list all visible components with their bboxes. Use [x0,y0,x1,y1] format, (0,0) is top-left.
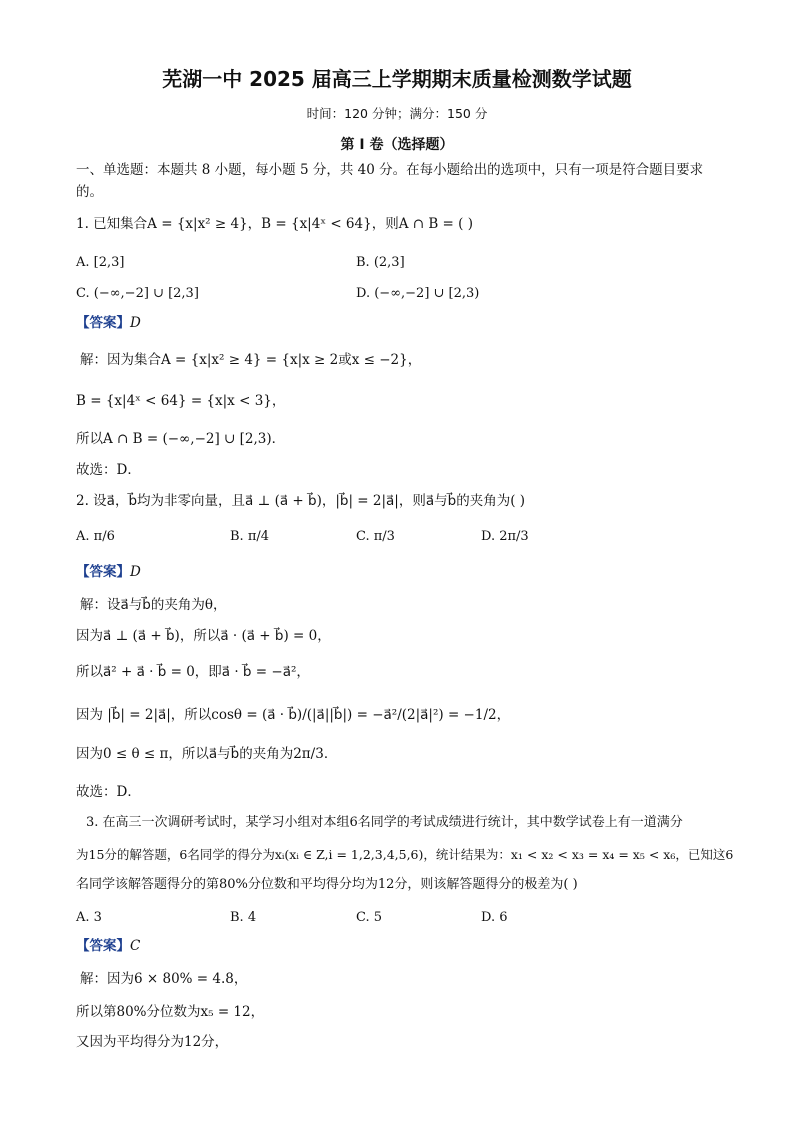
q2-solution-3: 所以a⃗² + a⃗ · b⃗ = 0，即a⃗ · b⃗ = −a⃗²， [76,664,310,680]
q2-solution-2: 因为a⃗ ⊥ (a⃗ + b⃗)，所以a⃗ · (a⃗ + b⃗) = 0， [76,628,331,644]
q2-solution-6: 故选：D． [76,784,141,800]
q2-option-a: A. π/6 [76,529,115,544]
q3-answer [76,937,140,955]
q3-option-d: D. 6 [481,910,508,925]
q2-solution-1: 解：设a⃗与b⃗的夹角为θ， [80,597,227,613]
q2-option-d: D. 2π/3 [481,529,529,544]
q2-stem: 2. 设a⃗，b⃗均为非零向量，且a⃗ ⊥ (a⃗ + b⃗)，|b⃗| = 2|a⃗|，则a⃗与b⃗的夹角为( ) [76,493,526,509]
q1-answer [76,314,141,332]
q3-stem-1: 3. 在高三一次调研考试时，某学习小组对本组6名同学的考试成绩进行统计，其中数学试卷上有一道满分 [86,815,683,830]
q3-solution-2: 所以第80%分位数为x₅ = 12， [76,1004,265,1020]
instructions-line-1: 一、单选题：本题共 8 小题，每小题 5 分，共 40 分。在每小题给出的选项中，只有一项是符合题目要求 [76,162,704,178]
answer-tag: 【答案】 [76,315,130,331]
q2-answer [76,563,141,581]
q1-solution-4: 故选：D． [76,462,141,478]
answer-tag: 【答案】 [76,938,130,954]
answer-value: C [130,938,141,954]
answer-value: D [130,315,141,331]
q1-option-b: B. (2,3] [356,255,405,270]
q1-solution-1: 解：因为集合A = {x|x² ≥ 4} = {x|x ≥ 2或x ≤ −2}， [80,352,422,368]
q3-option-a: A. 3 [76,910,102,925]
answer-value: D [130,564,141,580]
q1-stem: 1. 已知集合A = {x|x² ≥ 4}，B = {x|4ˣ < 64}，则A ∩ B = ( ) [76,216,473,232]
q1-solution-3: 所以A ∩ B = (−∞,−2] ∪ [2,3)． [76,431,286,447]
q1-option-d: D. (−∞,−2] ∪ [2,3) [356,286,480,301]
q3-option-c: C. 5 [356,910,383,925]
q1-option-a: A. [2,3] [76,255,125,270]
section-heading: 第 I 卷（选择题） [340,137,454,153]
exam-meta: 时间：120 分钟；满分：150 分 [306,106,488,121]
q2-option-c: C. π/3 [356,529,395,544]
q2-option-b: B. π/4 [230,529,270,544]
q2-solution-4: 因为 |b⃗| = 2|a⃗|，所以cosθ = (a⃗ · b⃗)/(|a⃗||b⃗|) = −a⃗²/(2|a⃗|²) = −1/2， [76,707,511,723]
exam-title: 芜湖一中 2025 届高三上学期期末质量检测数学试题 [162,67,632,91]
q3-option-b: B. 4 [230,910,257,925]
q1-solution-2: B = {x|4ˣ < 64} = {x|x < 3}， [76,393,286,409]
q1-option-c: C. (−∞,−2] ∪ [2,3] [76,286,199,301]
answer-tag: 【答案】 [76,564,130,580]
q3-stem-2: 为15分的解答题，6名同学的得分为xᵢ(xᵢ ∈ Z,i = 1,2,3,4,5,6)，统计结果为：x₁ < x₂ < x₃ = x₄ = x₅ < x₆，已知这6 [76,847,734,862]
q3-solution-1: 解：因为6 × 80% = 4.8， [80,971,248,987]
q3-stem-3: 名同学该解答题得分的第80%分位数和平均得分均为12分，则该解答题得分的极差为( ) [76,877,578,892]
q3-solution-3: 又因为平均得分为12分， [76,1034,229,1050]
q2-solution-5: 因为0 ≤ θ ≤ π，所以a⃗与b⃗的夹角为2π/3． [76,746,338,762]
instructions-line-2: 的。 [76,184,103,200]
